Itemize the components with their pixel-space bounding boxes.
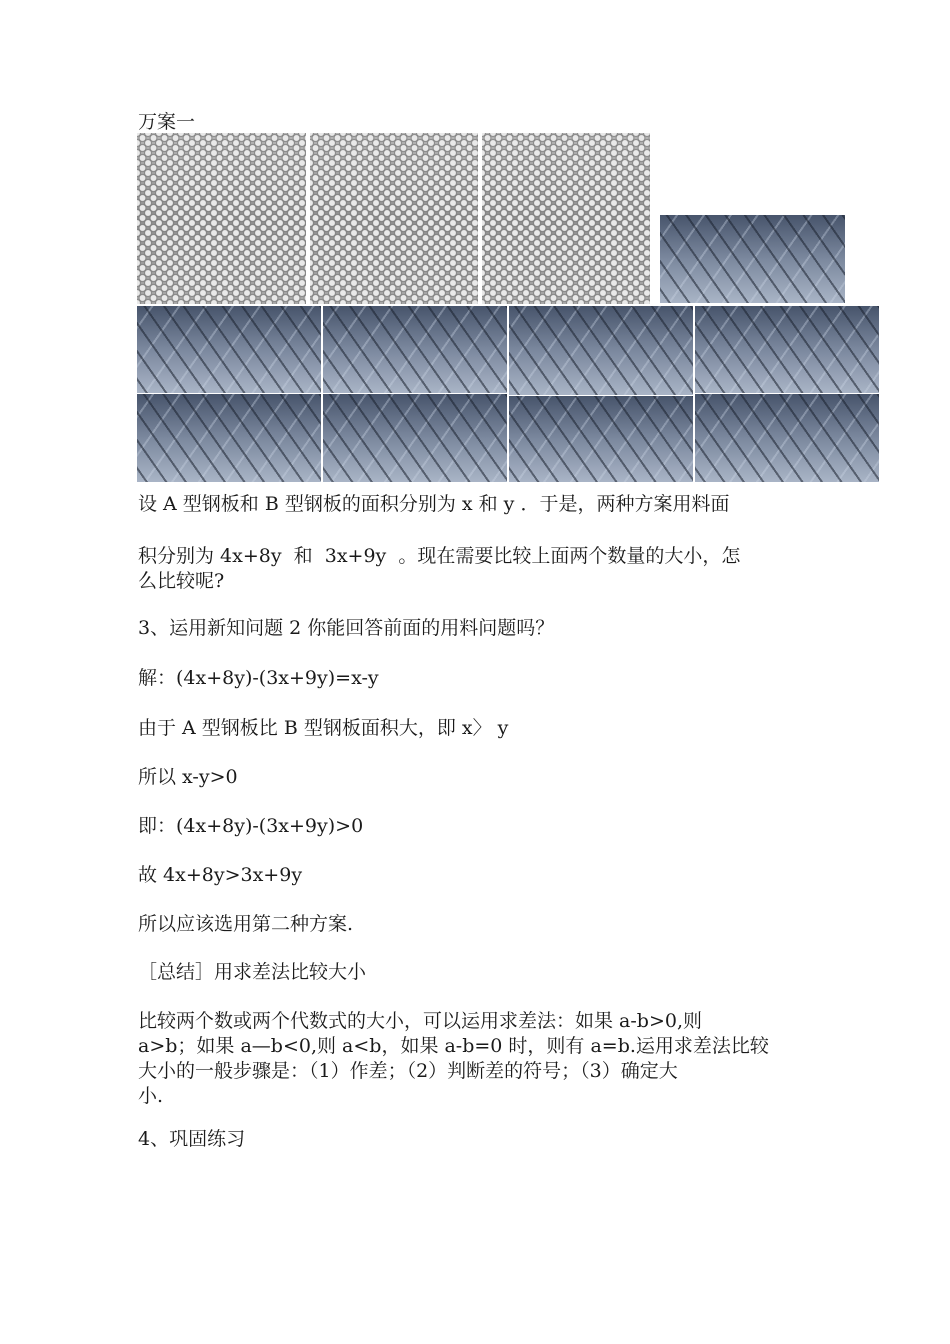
steel-plate-b-image bbox=[323, 306, 507, 393]
steel-plate-b-image bbox=[323, 394, 507, 482]
summary-line: 比较两个数或两个代数式的大小，可以运用求差法：如果 a-b>0,则 bbox=[138, 1010, 702, 1032]
steel-plate-b-image bbox=[695, 306, 879, 393]
conclusion-line: 所以 x-y>0 bbox=[138, 766, 238, 788]
steel-plate-b-image bbox=[695, 394, 879, 482]
inequality-line: 即：(4x+8y)-(3x+9y)>0 bbox=[138, 815, 364, 837]
summary-line: 小. bbox=[138, 1085, 164, 1107]
paragraph-line: 么比较呢? bbox=[138, 570, 225, 592]
choice-line: 所以应该选用第二种方案. bbox=[138, 913, 354, 935]
steel-plate-b-image bbox=[137, 306, 321, 393]
summary-line: 大小的一般步骤是：（1）作差；（2）判断差的符号；（3）确定大 bbox=[138, 1060, 678, 1082]
reason-line: 由于 A 型钢板比 B 型钢板面积大，即 x〉 y bbox=[138, 717, 509, 739]
steel-plate-b-image bbox=[509, 396, 693, 482]
steel-plate-b-image bbox=[660, 215, 845, 303]
paragraph-line: 设 A 型钢板和 B 型钢板的面积分别为 x 和 y ．于是，两种方案用料面 bbox=[138, 493, 730, 515]
summary-line: a>b；如果 a—b<0,则 a<b，如果 a-b=0 时，则有 a=b.运用求差法比较 bbox=[138, 1035, 769, 1057]
paragraph-line: 积分别为 4x+8y 和 3x+9y 。现在需要比较上面两个数量的大小，怎 bbox=[138, 545, 741, 567]
exercise-heading: 4、巩固练习 bbox=[138, 1128, 246, 1150]
plan-heading: 万案一 bbox=[138, 111, 196, 133]
result-line: 故 4x+8y>3x+9y bbox=[138, 864, 303, 886]
steel-plate-a-image bbox=[310, 133, 478, 304]
steel-plate-a-image bbox=[137, 133, 306, 304]
solution-line: 解：(4x+8y)-(3x+9y)=x-y bbox=[138, 667, 379, 689]
steel-plate-b-image bbox=[137, 394, 321, 482]
steel-plate-a-image bbox=[482, 133, 650, 304]
question-3: 3、运用新知问题 2 你能回答前面的用料问题吗？ bbox=[138, 617, 555, 639]
summary-title: ［总结］用求差法比较大小 bbox=[138, 961, 367, 983]
steel-plate-b-image bbox=[509, 306, 693, 395]
